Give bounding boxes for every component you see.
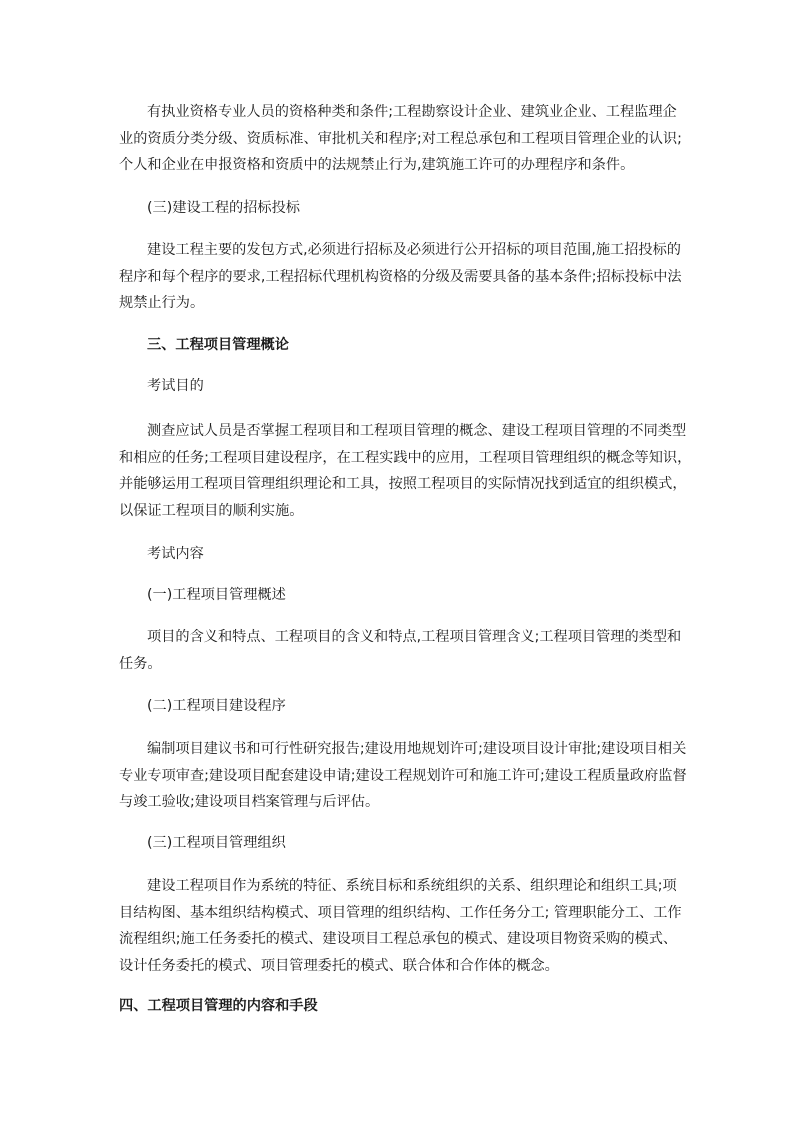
text-line: 测查应试人员是否掌握工程项目和工程项目管理的概念、建设工程项目管理的不同类型 [147,423,687,439]
subheading-construction-procedure [119,693,681,720]
text-line: 规禁止行为。 [119,295,205,311]
subheading-project-management-summary [119,582,681,609]
subheading-text: (三)建设工程的招标投标 [147,200,300,216]
subheading-project-organization [119,830,681,857]
paragraph-bidding-content [119,237,681,317]
paragraph-project-definition [119,624,681,677]
section-heading-project-management-overview [119,332,681,359]
text-line: 项目的含义和特点、工程项目的含义和特点,工程项目管理含义;工程项目管理的类型和 [147,629,682,645]
paragraph-qualification-requirements [119,99,681,179]
subheading-bidding [119,195,681,222]
text-line: 编制项目建议书和可行性研究报告;建设用地规划许可;建设项目设计审批;建设项目相关 [147,741,687,757]
subheading-text: (一)工程项目管理概述 [147,587,286,603]
paragraph-project-organization [119,873,681,979]
subheading-exam-content [119,541,681,568]
text-line: 个人和企业在申报资格和资质中的法规禁止行为,建筑施工许可的办理程序和条件。 [119,157,635,173]
text-line: 以保证工程项目的顺利实施。 [119,502,304,519]
text-line: 建设工程主要的发包方式,必须进行招标及必须进行公开招标的项目范围,施工招投标的 [147,242,681,258]
subheading-text: (三)工程项目管理组织 [147,835,286,851]
heading-text: 四、工程项目管理的内容和手段 [119,998,318,1014]
text-line: 并能够运用工程项目管理组织理论和工具，按照工程项目的实际情况找到适宜的组织模式， [119,476,687,492]
text-line: 建设工程项目作为系统的特征、系统目标和系统组织的关系、组织理论和组织工具;项 [147,878,677,894]
text-line: 任务。 [119,655,162,672]
text-line: 业的资质分类分级、资质标准、审批机关和程序;对工程总承包和工程项目管理企业的认识; [119,130,682,147]
text-line: 流程组织;施工任务委托的模式、建设项目工程总承包的模式、建设项目物资采购的模式、 [119,931,678,947]
subheading-exam-purpose [119,373,681,400]
text-line: 和相应的任务;工程项目建设程序，在工程实践中的应用，工程项目管理组织的概念等知识， [119,449,692,466]
subheading-text: 考试目的 [147,378,204,394]
text-line: 专业专项审查;建设项目配套建设申请;建设工程规划许可和施工许可;建设工程质量政府监督 [119,767,687,784]
subheading-text: 考试内容 [147,546,204,562]
heading-text: 三、工程项目管理概论 [147,337,289,353]
paragraph-construction-procedure [119,736,687,816]
section-heading-content-and-means [119,993,681,1020]
text-line: 设计任务委托的模式、项目管理委托的模式、联合体和合作体的概念。 [119,957,559,974]
subheading-text: (二)工程项目建设程序 [147,698,286,714]
text-line: 程序和每个程序的要求,工程招标代理机构资格的分级及需要具备的基本条件;招标投标中法 [119,268,682,285]
paragraph-exam-purpose [119,418,692,524]
text-line: 有执业资格专业人员的资格种类和条件;工程勘察设计企业、建筑业企业、工程监理企 [147,104,677,120]
text-line: 与竣工验收;建设项目档案管理与后评估。 [119,794,380,810]
text-line: 目结构图、基本组织结构模式、项目管理的组织结构、工作任务分工; 管理职能分工、工作 [119,904,682,921]
